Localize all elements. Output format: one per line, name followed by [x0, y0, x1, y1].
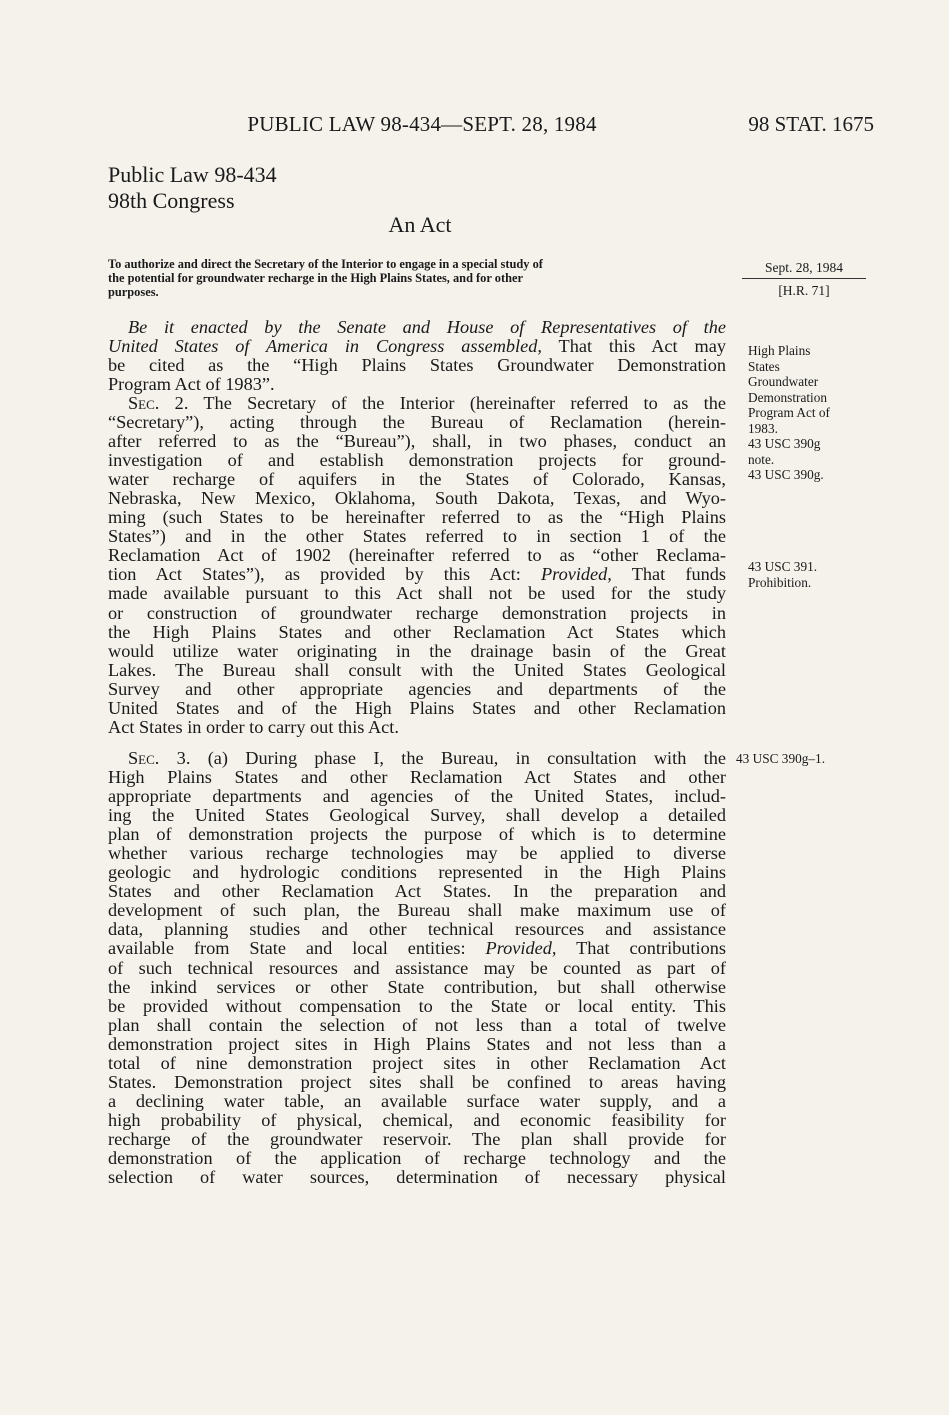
margin-note-short-title: High Plains States Groundwater Demonstration Program Act of 1983. 43 USC 390g note. 43 USC 390g. — [748, 343, 830, 482]
section-2-line: tion Act States”), as provided by this Act: Provided, That funds — [108, 564, 727, 585]
section-3-line: total of nine demonstration project sites in other Reclamation Act — [108, 1052, 726, 1073]
section-3-line: a declining water table, an available surface water supply, and a — [108, 1090, 726, 1111]
enacting-line: Program Act of 1983”. — [108, 374, 275, 395]
section-3-line: plan shall contain the selection of not less than a total of twelve — [108, 1014, 726, 1035]
section-3-line: available from State and local entities: Provided, That contributions — [108, 938, 726, 959]
section-2-line: made available pursuant to this Act shall not be used for the study — [108, 583, 726, 604]
section-3-line: ing the United States Geological Survey, shall develop a detailed — [108, 805, 726, 826]
margin-note-section-3: 43 USC 390g–1. — [736, 751, 826, 766]
running-header: PUBLIC LAW 98-434—SEPT. 28, 1984 — [247, 112, 597, 136]
section-2-line: States”) and in the other States referred to in section 1 of the — [108, 526, 726, 547]
section-3-line: of such technical resources and assistance may be counted as part of — [108, 957, 726, 978]
section-2-line: after referred to as the “Bureau”), shall, in two phases, conduct an — [108, 431, 726, 452]
section-3-line: development of such plan, the Bureau shall make maximum use of — [108, 900, 726, 921]
section-3-line: geologic and hydrologic conditions represented in the High Plains — [108, 862, 726, 883]
act-heading: An Act — [388, 212, 452, 237]
section-2-line: Sec. 2. The Secretary of the Interior (hereinafter referred to as the — [128, 393, 726, 413]
margin-bill-number: [H.R. 71] — [778, 283, 830, 298]
section-2-line: the High Plains States and other Reclamation Act States which — [108, 621, 726, 642]
section-2-line: Act States in order to carry out this Act. — [108, 716, 399, 737]
section-label: Sec. — [128, 393, 160, 413]
section-3-line: whether various recharge technologies may be applied to diverse — [108, 843, 726, 864]
section-2-line: ming (such States to be hereinafter referred to as the “High Plains — [108, 507, 726, 528]
section-3-line: data, planning studies and other technical resources and assistance — [108, 919, 726, 940]
section-3-line: States and other Reclamation Act States. In the preparation and — [108, 881, 726, 902]
section-2-line: investigation of and establish demonstration projects for ground- — [108, 450, 726, 471]
section-label: Sec. — [128, 748, 160, 768]
section-2-line: Lakes. The Bureau shall consult with the United States Geological — [108, 659, 726, 680]
section-3-line: demonstration of the application of recharge technology and the — [108, 1147, 726, 1168]
act-purpose — [108, 257, 739, 299]
section-2-line: Survey and other appropriate agencies and departments of the — [108, 678, 726, 699]
section-2-line: Reclamation Act of 1902 (hereinafter referred to as “other Reclama- — [108, 545, 726, 566]
congress-number: 98th Congress — [108, 188, 235, 213]
section-2 — [108, 394, 726, 737]
enacting-line: be cited as the “High Plains States Groundwater Demonstration — [108, 355, 726, 376]
section-3-line: the inkind services or other State contribution, but shall otherwise — [108, 976, 726, 997]
enacting-clause — [108, 318, 726, 394]
section-3-line: Sec. 3. (a) During phase I, the Bureau, in consultation with the — [128, 748, 726, 768]
section-3 — [108, 749, 726, 1187]
enacting-line: United States of America in Congress assembled, That this Act may — [108, 336, 726, 357]
enacting-line: Be it enacted by the Senate and House of Representatives of the — [128, 317, 726, 337]
section-3-line: be provided without compensation to the State or local entity. This — [108, 995, 726, 1016]
margin-approval-date: Sept. 28, 1984 — [742, 259, 866, 279]
section-3-line: High Plains States and other Reclamation Act States and other — [108, 767, 726, 788]
section-3-line: selection of water sources, determination of necessary physical — [108, 1167, 726, 1188]
section-3-line: high probability of physical, chemical, and economic feasibility for — [108, 1109, 726, 1130]
section-2-line: water recharge of aquifers in the States of Colorado, Kansas, — [108, 469, 726, 490]
section-3-line: appropriate departments and agencies of the United States, includ- — [108, 786, 726, 807]
public-law-number: Public Law 98-434 — [108, 162, 277, 187]
section-2-line: United States and of the High Plains States and other Reclamation — [108, 697, 726, 718]
statute-page-reference: 98 STAT. 1675 — [748, 112, 874, 136]
section-3-line: States. Demonstration project sites shall be confined to areas having — [108, 1071, 726, 1092]
section-3-line: recharge of the groundwater reservoir. The plan shall provide for — [108, 1128, 726, 1149]
section-2-line: Nebraska, New Mexico, Oklahoma, South Dakota, Texas, and Wyo- — [108, 488, 726, 509]
section-2-line: would utilize water originating in the drainage basin of the Great — [108, 640, 726, 661]
purpose-line: To authorize and direct the Secretary of the Interior to engage in a special study of — [108, 257, 543, 271]
section-2-line: or construction of groundwater recharge demonstration projects in — [108, 602, 726, 623]
purpose-line: purposes. — [108, 285, 159, 299]
section-2-line: “Secretary”), acting through the Bureau of Reclamation (herein- — [108, 412, 726, 433]
section-3-line: plan of demonstration projects the purpose of which is to determine — [108, 824, 726, 845]
section-3-line: demonstration project sites in High Plains States and not less than a — [108, 1033, 726, 1054]
margin-note-section-2: 43 USC 391. Prohibition. — [748, 559, 818, 590]
purpose-line: the potential for groundwater recharge in the High Plains States, and for other — [108, 271, 523, 285]
